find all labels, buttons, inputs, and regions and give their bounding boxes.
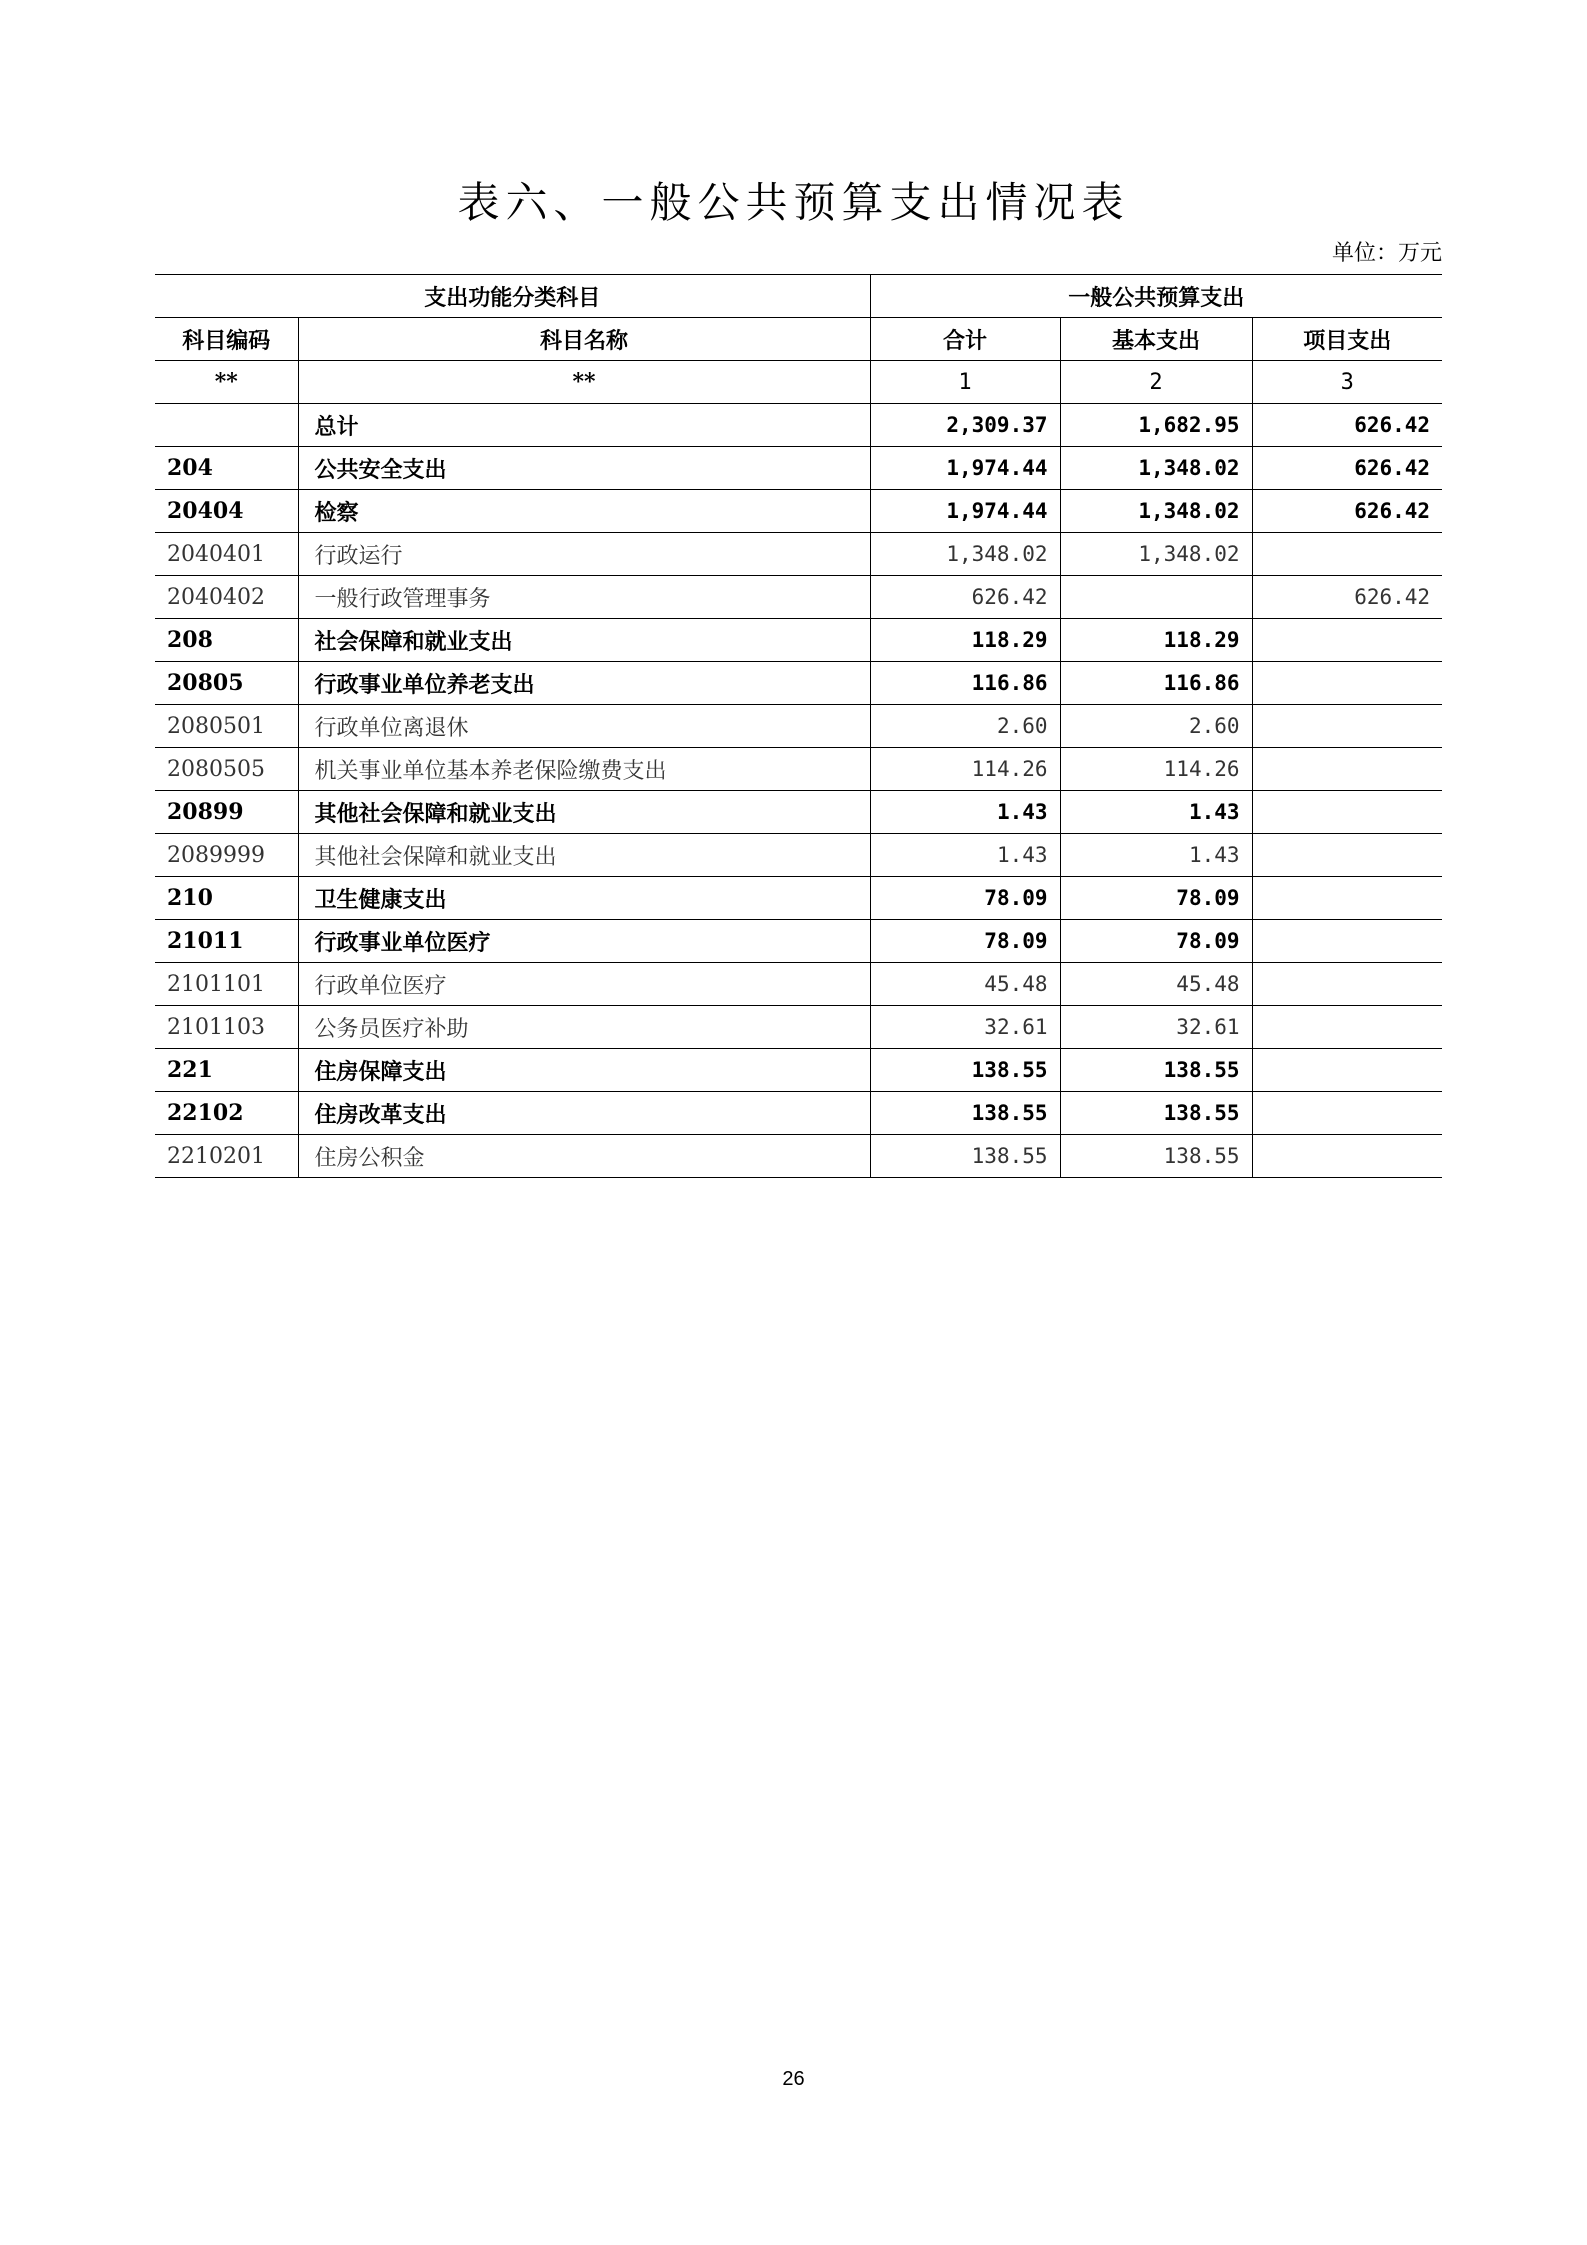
table-row [155, 834, 1442, 877]
row-basic: 45.48 [1060, 963, 1252, 1006]
row-name: 其他社会保障和就业支出 [298, 791, 870, 834]
row-total: 45.48 [870, 963, 1060, 1006]
row-name: 行政单位离退休 [298, 705, 870, 748]
table-row [155, 447, 1442, 490]
row-name: 住房保障支出 [298, 1049, 870, 1092]
row-total: 138.55 [870, 1049, 1060, 1092]
row-name: 公共安全支出 [298, 447, 870, 490]
row-name: 社会保障和就业支出 [298, 619, 870, 662]
index-basic: 2 [1060, 361, 1252, 404]
header-basic: 基本支出 [1060, 318, 1252, 361]
budget-table [155, 274, 1442, 1178]
row-project [1252, 1092, 1442, 1135]
row-total: 32.61 [870, 1006, 1060, 1049]
row-total: 1,348.02 [870, 533, 1060, 576]
row-project: 626.42 [1252, 576, 1442, 619]
table-row [155, 533, 1442, 576]
row-name: 卫生健康支出 [298, 877, 870, 920]
row-basic [1060, 576, 1252, 619]
row-code: 2040401 [155, 533, 298, 576]
index-code: ** [155, 361, 298, 404]
row-project [1252, 1049, 1442, 1092]
header-total: 合计 [870, 318, 1060, 361]
row-total: 1,974.44 [870, 490, 1060, 533]
row-code: 22102 [155, 1092, 298, 1135]
row-total: 118.29 [870, 619, 1060, 662]
table-row [155, 490, 1442, 533]
row-basic: 138.55 [1060, 1135, 1252, 1178]
header-group-right: 一般公共预算支出 [870, 275, 1442, 318]
row-code: 2101101 [155, 963, 298, 1006]
row-basic: 1,682.95 [1060, 404, 1252, 447]
row-project [1252, 748, 1442, 791]
table-row [155, 619, 1442, 662]
row-total: 2,309.37 [870, 404, 1060, 447]
row-name: 行政事业单位医疗 [298, 920, 870, 963]
row-basic: 32.61 [1060, 1006, 1252, 1049]
row-project [1252, 963, 1442, 1006]
row-project [1252, 877, 1442, 920]
row-basic: 118.29 [1060, 619, 1252, 662]
table-row [155, 1135, 1442, 1178]
row-code: 2101103 [155, 1006, 298, 1049]
row-basic: 1.43 [1060, 791, 1252, 834]
row-basic: 78.09 [1060, 877, 1252, 920]
row-code: 204 [155, 447, 298, 490]
row-code: 208 [155, 619, 298, 662]
row-name: 其他社会保障和就业支出 [298, 834, 870, 877]
row-project: 626.42 [1252, 490, 1442, 533]
index-total: 1 [870, 361, 1060, 404]
index-name: ** [298, 361, 870, 404]
header-group-left: 支出功能分类科目 [155, 275, 870, 318]
row-project [1252, 533, 1442, 576]
row-project [1252, 834, 1442, 877]
row-code: 221 [155, 1049, 298, 1092]
table-row [155, 705, 1442, 748]
row-code: 2080505 [155, 748, 298, 791]
row-name: 公务员医疗补助 [298, 1006, 870, 1049]
header-code: 科目编码 [155, 318, 298, 361]
row-basic: 1.43 [1060, 834, 1252, 877]
table-body [155, 404, 1442, 1178]
row-total: 2.60 [870, 705, 1060, 748]
row-basic: 2.60 [1060, 705, 1252, 748]
unit-label: 单位：万元 [1331, 241, 1442, 266]
header-project: 项目支出 [1252, 318, 1442, 361]
row-name: 行政运行 [298, 533, 870, 576]
row-total: 78.09 [870, 877, 1060, 920]
row-project [1252, 705, 1442, 748]
table-row [155, 963, 1442, 1006]
table-row [155, 576, 1442, 619]
row-project [1252, 662, 1442, 705]
row-total: 1.43 [870, 791, 1060, 834]
row-name: 总计 [298, 404, 870, 447]
row-project: 626.42 [1252, 404, 1442, 447]
row-code: 210 [155, 877, 298, 920]
header-group-row [155, 275, 1442, 318]
row-code: 2040402 [155, 576, 298, 619]
index-project: 3 [1252, 361, 1442, 404]
row-code: 20899 [155, 791, 298, 834]
index-row [155, 361, 1442, 404]
row-total: 138.55 [870, 1135, 1060, 1178]
row-total: 1.43 [870, 834, 1060, 877]
row-name: 行政单位医疗 [298, 963, 870, 1006]
row-total: 116.86 [870, 662, 1060, 705]
row-name: 住房公积金 [298, 1135, 870, 1178]
row-code: 2210201 [155, 1135, 298, 1178]
table-row [155, 748, 1442, 791]
row-basic: 138.55 [1060, 1049, 1252, 1092]
row-code: 20404 [155, 490, 298, 533]
row-basic: 1,348.02 [1060, 490, 1252, 533]
row-basic: 1,348.02 [1060, 533, 1252, 576]
row-code: 2089999 [155, 834, 298, 877]
row-code: 2080501 [155, 705, 298, 748]
row-project [1252, 619, 1442, 662]
row-project [1252, 920, 1442, 963]
row-basic: 78.09 [1060, 920, 1252, 963]
row-total: 138.55 [870, 1092, 1060, 1135]
row-project [1252, 1135, 1442, 1178]
row-code [155, 404, 298, 447]
page-number: 26 [782, 2068, 805, 2090]
table-row [155, 1049, 1442, 1092]
row-basic: 1,348.02 [1060, 447, 1252, 490]
row-name: 机关事业单位基本养老保险缴费支出 [298, 748, 870, 791]
table-row [155, 1006, 1442, 1049]
row-total: 78.09 [870, 920, 1060, 963]
row-name: 一般行政管理事务 [298, 576, 870, 619]
header-name: 科目名称 [298, 318, 870, 361]
table-row [155, 1092, 1442, 1135]
table-row [155, 404, 1442, 447]
row-project [1252, 791, 1442, 834]
row-total: 114.26 [870, 748, 1060, 791]
header-column-row [155, 318, 1442, 361]
row-code: 20805 [155, 662, 298, 705]
row-project: 626.42 [1252, 447, 1442, 490]
row-basic: 138.55 [1060, 1092, 1252, 1135]
table-row [155, 877, 1442, 920]
row-project [1252, 1006, 1442, 1049]
table-row [155, 791, 1442, 834]
table-row [155, 920, 1442, 963]
row-code: 21011 [155, 920, 298, 963]
row-total: 626.42 [870, 576, 1060, 619]
row-name: 行政事业单位养老支出 [298, 662, 870, 705]
page-title: 表六、一般公共预算支出情况表 [457, 178, 1130, 227]
row-basic: 116.86 [1060, 662, 1252, 705]
row-name: 检察 [298, 490, 870, 533]
table-row [155, 662, 1442, 705]
row-name: 住房改革支出 [298, 1092, 870, 1135]
row-basic: 114.26 [1060, 748, 1252, 791]
row-total: 1,974.44 [870, 447, 1060, 490]
